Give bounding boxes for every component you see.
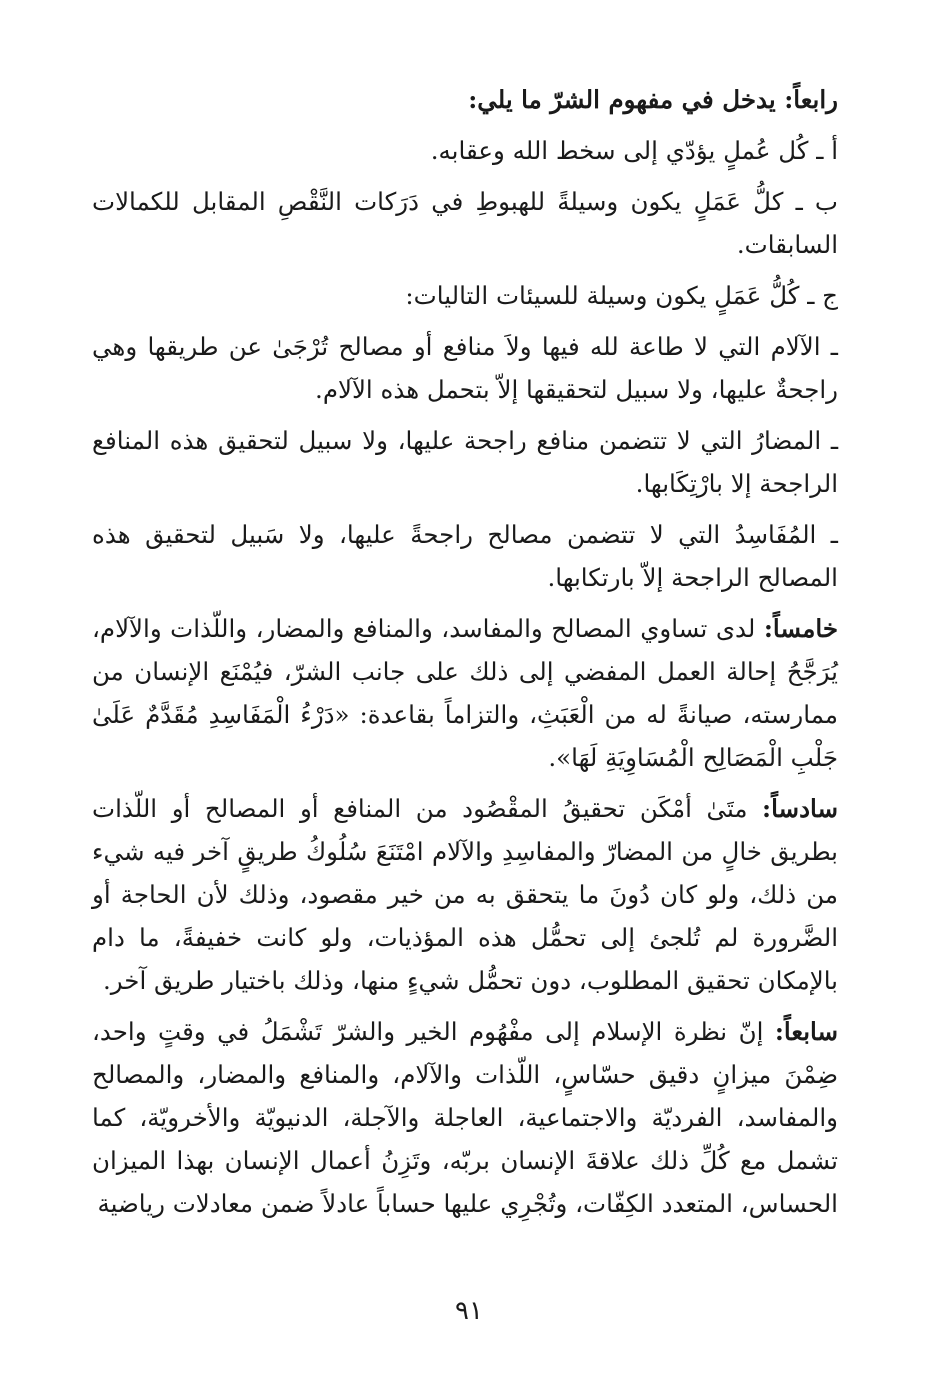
paragraph-khamisan (92, 607, 838, 779)
paragraph-sabian-lead: سابعاً: (774, 1017, 838, 1046)
paragraph-sabian (92, 1010, 838, 1225)
list-item-a: أ ـ كُل عُملٍ يؤدّي إلى سخط الله وعقابه. (430, 136, 838, 165)
paragraph-sadisan-body: متَىٰ أمْكَن تحقيقُ المقْصُود من المنافع أو المصالح أو اللّذات بطريق خالٍ من المضارّ والمفاسِدِ والآلام امْتَنَعَ سُلُوكُ طريقٍ آخر فيه شيء من ذلك، ولو كان دُونَ ما يتحقق به من خير مقصود، وذلك لأن الحاجة أو الضَّرورة لم تُلجئ إلى تحمُّل هذه المؤذيات، ولو كانت خفيفةً، ما دام بالإمكان تحقيق المطلوب، دون تحمُّل شيءٍ منها، وذلك باختيار طريق آخر. (92, 794, 838, 995)
page-body (92, 78, 838, 1233)
paragraph-khamisan-quote: «دَرْءُ الْمَفَاسِدِ مُقَدَّمٌ عَلَىٰ جَلْبِ الْمَصَالِح الْمُسَاوِيَةِ لَهَا». (92, 700, 838, 772)
paragraph-sadisan (92, 787, 838, 1002)
paragraph-khamisan-lead: خامساً: (763, 614, 838, 643)
dash-item-harms: ـ المضارُ التي لا تتضمن منافع راجحة عليها، ولا سبيل لتحقيق هذه المنافع الراجحة إلا بارْتِكَابها. (92, 426, 838, 498)
page-number: ٩١ (455, 1296, 483, 1326)
dash-item-pains: ـ الآلام التي لا طاعة لله فيها ولاَ منافع أو مصالح تُرْجَىٰ عن طريقها وهي راجحةٌ عليها، ولا سبيل لتحقيقها إلاّ بتحمل هذه الآلام. (92, 332, 838, 404)
section-heading-rabian: رابعاً: يدخل في مفهوم الشرّ ما يلي: (468, 85, 838, 114)
paragraph-khamisan-body: لدى تساوي المصالح والمفاسد، والمنافع والمضار، واللّذات والآلام، يُرَجَّحُ إحالة العمل المفضي إلى ذلك على جانب الشرّ، فيُمْنَع الإنسان من ممارسته، صيانةً له من الْعَبَثِ، والتزاماً بقاعدة: (92, 614, 838, 729)
paragraph-sadisan-lead: سادساً: (762, 794, 838, 823)
list-item-j: ج ـ كُلُّ عَمَلٍ يكون وسيلة للسيئات التاليات: (405, 281, 838, 310)
paragraph-sabian-body: إنّ نظرة الإسلام إلى مفْهُوم الخير والشرّ تَشْمَلُ في وقتٍ واحد، ضِمْنَ ميزانٍ دقيق حسّاسٍ، اللّذات والآلام، والمنافع والمضار، والمصالح والمفاسد، الفرديّة والاجتماعية، العاجلة والآجلة، الدنيويّة والأخرويّة، كما تشمل مع كُلِّ ذلك علاقةَ الإنسان بربّه، وتَزِنُ أعمال الإنسان بهذا الميزان الحساس، المتعدد الكِفّات، وتُجْرِي عليها حساباً عادلاً ضمن معادلات رياضية (92, 1017, 838, 1218)
dash-item-corruptions: ـ المُفَاسِدُ التي لا تتضمن مصالح راجحةً عليها، ولا سَبيل لتحقيق هذه المصالح الراجحة إلاّ بارتكابها. (92, 520, 838, 592)
list-item-b: ب ـ كلُّ عَمَلٍ يكون وسيلةً للهبوطِ في دَرَكات النَّقْصِ المقابل للكمالات السابقات. (92, 187, 838, 259)
